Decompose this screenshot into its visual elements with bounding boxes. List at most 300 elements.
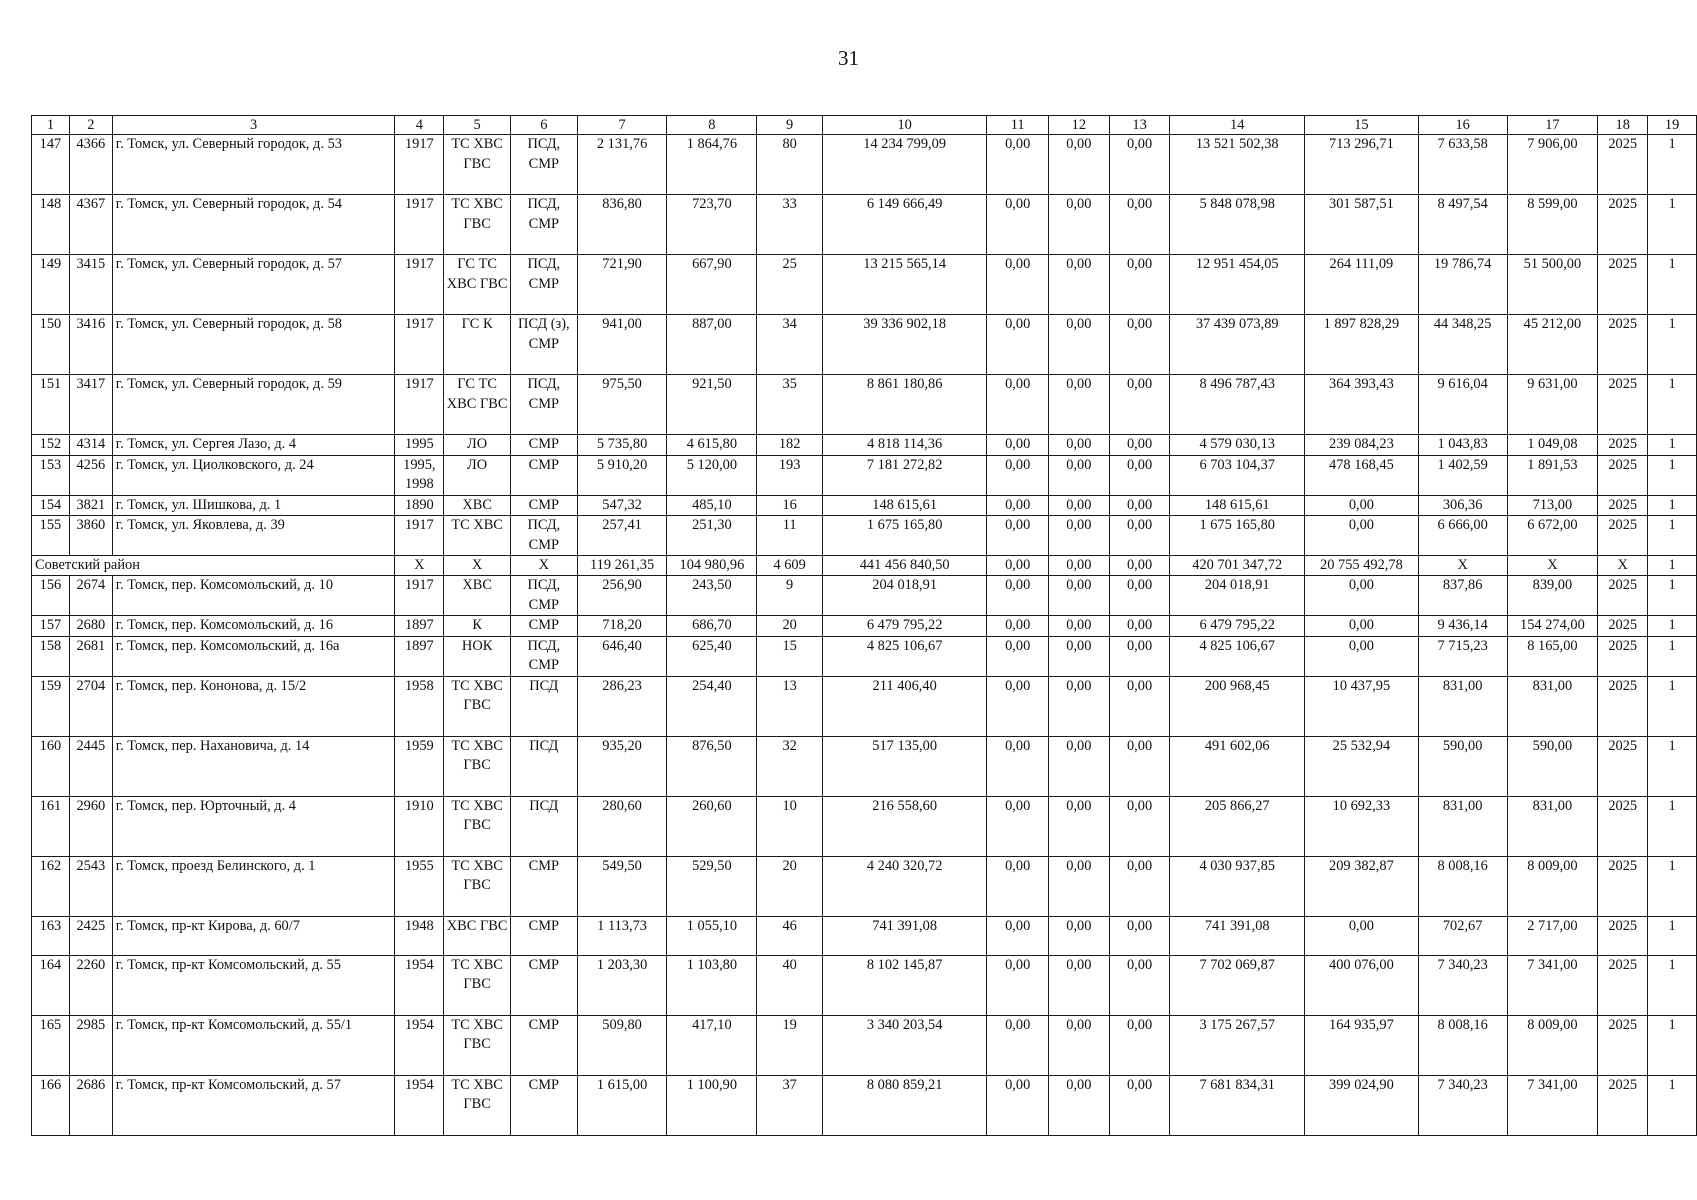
address-cell: г. Томск, пер. Кононова, д. 15/2 bbox=[112, 676, 395, 736]
other-funds-cell: 264 111,09 bbox=[1305, 255, 1419, 315]
address-cell: г. Томск, пр-кт Кирова, д. 60/7 bbox=[112, 916, 395, 955]
fund-regional-cell: 0,00 bbox=[1049, 616, 1110, 637]
unit-cost-cell: 7 340,23 bbox=[1418, 955, 1507, 1015]
completion-year-cell: 2025 bbox=[1598, 676, 1648, 736]
total-area-cell: 509,80 bbox=[577, 1015, 667, 1075]
year-built-cell: 1897 bbox=[395, 636, 444, 676]
owners-funds-cell: 13 521 502,38 bbox=[1170, 135, 1305, 195]
other-funds-cell: 164 935,97 bbox=[1305, 1015, 1419, 1075]
fund-regional-cell: 0,00 bbox=[1049, 556, 1110, 576]
total-cost-cell: 204 018,91 bbox=[823, 576, 987, 616]
unit-cost-cell: 7 633,58 bbox=[1418, 135, 1507, 195]
other-funds-cell: 0,00 bbox=[1305, 495, 1419, 516]
object-id-cell: 2985 bbox=[69, 1015, 112, 1075]
residents-cell: 37 bbox=[757, 1075, 823, 1135]
max-unit-cost-cell: 1 891,53 bbox=[1507, 455, 1598, 495]
address-cell: г. Томск, ул. Северный городок, д. 59 bbox=[112, 375, 395, 435]
table-row bbox=[32, 455, 1697, 495]
fund-federal-cell: 0,00 bbox=[987, 916, 1049, 955]
table-row bbox=[32, 616, 1697, 637]
table-row bbox=[32, 135, 1697, 195]
max-unit-cost-cell: 9 631,00 bbox=[1507, 375, 1598, 435]
living-area-cell: 254,40 bbox=[667, 676, 757, 736]
completion-year-cell: Х bbox=[1598, 556, 1648, 576]
unit-cost-cell: 7 715,23 bbox=[1418, 636, 1507, 676]
residents-cell: 34 bbox=[757, 315, 823, 375]
column-number-7: 7 bbox=[577, 116, 667, 135]
total-area-cell: 718,20 bbox=[577, 616, 667, 637]
column-number-4: 4 bbox=[395, 116, 444, 135]
owners-funds-cell: 12 951 454,05 bbox=[1170, 255, 1305, 315]
other-funds-cell: 0,00 bbox=[1305, 516, 1419, 556]
district-subtotal-row bbox=[32, 556, 1697, 576]
total-cost-cell: 39 336 902,18 bbox=[823, 315, 987, 375]
total-cost-cell: 14 234 799,09 bbox=[823, 135, 987, 195]
method-cell: 1 bbox=[1648, 455, 1697, 495]
row-number-cell: 150 bbox=[32, 315, 70, 375]
row-number-cell: 154 bbox=[32, 495, 70, 516]
work-stage-cell: ПСД, СМР bbox=[510, 135, 577, 195]
work-stage-cell: СМР bbox=[510, 616, 577, 637]
repair-types-cell: ТС ХВС ГВС bbox=[444, 676, 511, 736]
total-area-cell: 1 615,00 bbox=[577, 1075, 667, 1135]
repair-types-cell: ХВС bbox=[444, 495, 511, 516]
fund-federal-cell: 0,00 bbox=[987, 736, 1049, 796]
method-cell: 1 bbox=[1648, 796, 1697, 856]
other-funds-cell: 0,00 bbox=[1305, 636, 1419, 676]
completion-year-cell: 2025 bbox=[1598, 955, 1648, 1015]
completion-year-cell: 2025 bbox=[1598, 495, 1648, 516]
fund-regional-cell: 0,00 bbox=[1049, 1075, 1110, 1135]
column-number-12: 12 bbox=[1049, 116, 1110, 135]
other-funds-cell: 0,00 bbox=[1305, 916, 1419, 955]
living-area-cell: 529,50 bbox=[667, 856, 757, 916]
owners-funds-cell: 8 496 787,43 bbox=[1170, 375, 1305, 435]
other-funds-cell: 364 393,43 bbox=[1305, 375, 1419, 435]
completion-year-cell: 2025 bbox=[1598, 375, 1648, 435]
object-id-cell: 3417 bbox=[69, 375, 112, 435]
completion-year-cell: 2025 bbox=[1598, 616, 1648, 637]
work-stage-cell: ПСД bbox=[510, 796, 577, 856]
max-unit-cost-cell: 1 049,08 bbox=[1507, 435, 1598, 456]
total-area-cell: 119 261,35 bbox=[577, 556, 667, 576]
work-stage-cell: СМР bbox=[510, 955, 577, 1015]
year-built-cell: 1958 bbox=[395, 676, 444, 736]
total-area-cell: 549,50 bbox=[577, 856, 667, 916]
max-unit-cost-cell: 7 341,00 bbox=[1507, 955, 1598, 1015]
year-built-cell: 1917 bbox=[395, 576, 444, 616]
total-area-cell: 256,90 bbox=[577, 576, 667, 616]
max-unit-cost-cell: 6 672,00 bbox=[1507, 516, 1598, 556]
repair-types-cell: ТС ХВС ГВС bbox=[444, 1015, 511, 1075]
work-stage-cell: СМР bbox=[510, 1015, 577, 1075]
other-funds-cell: 301 587,51 bbox=[1305, 195, 1419, 255]
method-cell: 1 bbox=[1648, 1075, 1697, 1135]
fund-local-cell: 0,00 bbox=[1109, 1015, 1170, 1075]
residents-cell: 193 bbox=[757, 455, 823, 495]
completion-year-cell: 2025 bbox=[1598, 1015, 1648, 1075]
work-stage-cell: ПСД bbox=[510, 736, 577, 796]
living-area-cell: 4 615,80 bbox=[667, 435, 757, 456]
fund-local-cell: 0,00 bbox=[1109, 1075, 1170, 1135]
owners-funds-cell: 6 703 104,37 bbox=[1170, 455, 1305, 495]
living-area-cell: 417,10 bbox=[667, 1015, 757, 1075]
repair-types-cell: НОК bbox=[444, 636, 511, 676]
other-funds-cell: 10 437,95 bbox=[1305, 676, 1419, 736]
completion-year-cell: 2025 bbox=[1598, 135, 1648, 195]
total-cost-cell: 517 135,00 bbox=[823, 736, 987, 796]
fund-regional-cell: 0,00 bbox=[1049, 516, 1110, 556]
fund-local-cell: 0,00 bbox=[1109, 516, 1170, 556]
residents-cell: 16 bbox=[757, 495, 823, 516]
column-number-1: 1 bbox=[32, 116, 70, 135]
fund-federal-cell: 0,00 bbox=[987, 315, 1049, 375]
fund-federal-cell: 0,00 bbox=[987, 1015, 1049, 1075]
owners-funds-cell: 4 579 030,13 bbox=[1170, 435, 1305, 456]
year-built-cell: 1995 bbox=[395, 435, 444, 456]
row-number-cell: 147 bbox=[32, 135, 70, 195]
other-funds-cell: 10 692,33 bbox=[1305, 796, 1419, 856]
work-stage-cell: СМР bbox=[510, 916, 577, 955]
residents-cell: 182 bbox=[757, 435, 823, 456]
address-cell: г. Томск, пр-кт Комсомольский, д. 55/1 bbox=[112, 1015, 395, 1075]
table-row bbox=[32, 955, 1697, 1015]
object-id-cell: 2680 bbox=[69, 616, 112, 637]
completion-year-cell: 2025 bbox=[1598, 315, 1648, 375]
object-id-cell: 3821 bbox=[69, 495, 112, 516]
page-number: 31 bbox=[838, 46, 859, 70]
object-id-cell: 4314 bbox=[69, 435, 112, 456]
object-id-cell: 2445 bbox=[69, 736, 112, 796]
object-id-cell: 2681 bbox=[69, 636, 112, 676]
row-number-cell: 148 bbox=[32, 195, 70, 255]
unit-cost-cell: 8 497,54 bbox=[1418, 195, 1507, 255]
completion-year-cell: 2025 bbox=[1598, 255, 1648, 315]
table-row bbox=[32, 375, 1697, 435]
owners-funds-cell: 148 615,61 bbox=[1170, 495, 1305, 516]
completion-year-cell: 2025 bbox=[1598, 455, 1648, 495]
repair-types-cell: ТС ХВС ГВС bbox=[444, 135, 511, 195]
fund-local-cell: 0,00 bbox=[1109, 576, 1170, 616]
fund-local-cell: 0,00 bbox=[1109, 856, 1170, 916]
column-number-13: 13 bbox=[1109, 116, 1170, 135]
address-cell: г. Томск, ул. Шишкова, д. 1 bbox=[112, 495, 395, 516]
column-number-9: 9 bbox=[757, 116, 823, 135]
residents-cell: 33 bbox=[757, 195, 823, 255]
method-cell: 1 bbox=[1648, 636, 1697, 676]
repair-types-cell: ТС ХВС ГВС bbox=[444, 856, 511, 916]
year-built-cell: 1897 bbox=[395, 616, 444, 637]
table-row bbox=[32, 796, 1697, 856]
work-stage-cell: ПСД, СМР bbox=[510, 255, 577, 315]
owners-funds-cell: 491 602,06 bbox=[1170, 736, 1305, 796]
column-number-10: 10 bbox=[823, 116, 987, 135]
total-area-cell: 5 910,20 bbox=[577, 455, 667, 495]
unit-cost-cell: 590,00 bbox=[1418, 736, 1507, 796]
fund-local-cell: 0,00 bbox=[1109, 495, 1170, 516]
unit-cost-cell: 7 340,23 bbox=[1418, 1075, 1507, 1135]
unit-cost-cell: 1 402,59 bbox=[1418, 455, 1507, 495]
max-unit-cost-cell: 8 009,00 bbox=[1507, 1015, 1598, 1075]
row-number-cell: 155 bbox=[32, 516, 70, 556]
max-unit-cost-cell: 713,00 bbox=[1507, 495, 1598, 516]
method-cell: 1 bbox=[1648, 676, 1697, 736]
column-number-6: 6 bbox=[510, 116, 577, 135]
table-row bbox=[32, 676, 1697, 736]
residents-cell: 25 bbox=[757, 255, 823, 315]
table-row bbox=[32, 736, 1697, 796]
repair-types-cell: ТС ХВС ГВС bbox=[444, 1075, 511, 1135]
row-number-cell: 161 bbox=[32, 796, 70, 856]
fund-federal-cell: 0,00 bbox=[987, 796, 1049, 856]
residents-cell: 40 bbox=[757, 955, 823, 1015]
fund-federal-cell: 0,00 bbox=[987, 1075, 1049, 1135]
unit-cost-cell: 1 043,83 bbox=[1418, 435, 1507, 456]
fund-federal-cell: 0,00 bbox=[987, 495, 1049, 516]
total-area-cell: 935,20 bbox=[577, 736, 667, 796]
row-number-cell: 151 bbox=[32, 375, 70, 435]
column-number-5: 5 bbox=[444, 116, 511, 135]
fund-federal-cell: 0,00 bbox=[987, 455, 1049, 495]
unit-cost-cell: 8 008,16 bbox=[1418, 856, 1507, 916]
address-cell: г. Томск, ул. Северный городок, д. 57 bbox=[112, 255, 395, 315]
object-id-cell: 2674 bbox=[69, 576, 112, 616]
completion-year-cell: 2025 bbox=[1598, 576, 1648, 616]
object-id-cell: 2260 bbox=[69, 955, 112, 1015]
unit-cost-cell: 6 666,00 bbox=[1418, 516, 1507, 556]
owners-funds-cell: 7 702 069,87 bbox=[1170, 955, 1305, 1015]
fund-regional-cell: 0,00 bbox=[1049, 315, 1110, 375]
max-unit-cost-cell: 7 906,00 bbox=[1507, 135, 1598, 195]
object-id-cell: 3416 bbox=[69, 315, 112, 375]
completion-year-cell: 2025 bbox=[1598, 1075, 1648, 1135]
total-area-cell: 257,41 bbox=[577, 516, 667, 556]
fund-local-cell: 0,00 bbox=[1109, 616, 1170, 637]
row-number-cell: 152 bbox=[32, 435, 70, 456]
total-area-cell: 721,90 bbox=[577, 255, 667, 315]
work-stage-cell: Х bbox=[510, 556, 577, 576]
repair-types-cell: К bbox=[444, 616, 511, 637]
unit-cost-cell: 831,00 bbox=[1418, 676, 1507, 736]
repair-types-cell: ХВС bbox=[444, 576, 511, 616]
object-id-cell: 4366 bbox=[69, 135, 112, 195]
fund-federal-cell: 0,00 bbox=[987, 856, 1049, 916]
total-cost-cell: 4 240 320,72 bbox=[823, 856, 987, 916]
max-unit-cost-cell: 7 341,00 bbox=[1507, 1075, 1598, 1135]
work-stage-cell: СМР bbox=[510, 1075, 577, 1135]
fund-local-cell: 0,00 bbox=[1109, 435, 1170, 456]
fund-regional-cell: 0,00 bbox=[1049, 736, 1110, 796]
max-unit-cost-cell: 154 274,00 bbox=[1507, 616, 1598, 637]
fund-regional-cell: 0,00 bbox=[1049, 375, 1110, 435]
object-id-cell: 4256 bbox=[69, 455, 112, 495]
living-area-cell: 667,90 bbox=[667, 255, 757, 315]
row-number-cell: 159 bbox=[32, 676, 70, 736]
residents-cell: 4 609 bbox=[757, 556, 823, 576]
fund-federal-cell: 0,00 bbox=[987, 636, 1049, 676]
row-number-cell: 156 bbox=[32, 576, 70, 616]
fund-regional-cell: 0,00 bbox=[1049, 135, 1110, 195]
owners-funds-cell: 1 675 165,80 bbox=[1170, 516, 1305, 556]
owners-funds-cell: 420 701 347,72 bbox=[1170, 556, 1305, 576]
fund-regional-cell: 0,00 bbox=[1049, 435, 1110, 456]
fund-local-cell: 0,00 bbox=[1109, 556, 1170, 576]
work-stage-cell: ПСД, СМР bbox=[510, 195, 577, 255]
repair-types-cell: ТС ХВС ГВС bbox=[444, 195, 511, 255]
living-area-cell: 887,00 bbox=[667, 315, 757, 375]
repair-types-cell: ЛО bbox=[444, 455, 511, 495]
column-number-3: 3 bbox=[112, 116, 395, 135]
owners-funds-cell: 205 866,27 bbox=[1170, 796, 1305, 856]
other-funds-cell: 400 076,00 bbox=[1305, 955, 1419, 1015]
fund-regional-cell: 0,00 bbox=[1049, 195, 1110, 255]
residents-cell: 80 bbox=[757, 135, 823, 195]
max-unit-cost-cell: 831,00 bbox=[1507, 796, 1598, 856]
other-funds-cell: 20 755 492,78 bbox=[1305, 556, 1419, 576]
work-stage-cell: ПСД, СМР bbox=[510, 576, 577, 616]
work-stage-cell: ПСД, СМР bbox=[510, 375, 577, 435]
fund-regional-cell: 0,00 bbox=[1049, 576, 1110, 616]
work-stage-cell: СМР bbox=[510, 455, 577, 495]
work-stage-cell: СМР bbox=[510, 495, 577, 516]
total-cost-cell: 441 456 840,50 bbox=[823, 556, 987, 576]
method-cell: 1 bbox=[1648, 495, 1697, 516]
row-number-cell: 162 bbox=[32, 856, 70, 916]
method-cell: 1 bbox=[1648, 576, 1697, 616]
object-id-cell: 2686 bbox=[69, 1075, 112, 1135]
table-row bbox=[32, 516, 1697, 556]
total-cost-cell: 8 080 859,21 bbox=[823, 1075, 987, 1135]
fund-local-cell: 0,00 bbox=[1109, 916, 1170, 955]
fund-federal-cell: 0,00 bbox=[987, 616, 1049, 637]
work-stage-cell: ПСД, СМР bbox=[510, 516, 577, 556]
other-funds-cell: 25 532,94 bbox=[1305, 736, 1419, 796]
column-number-16: 16 bbox=[1418, 116, 1507, 135]
fund-federal-cell: 0,00 bbox=[987, 195, 1049, 255]
other-funds-cell: 0,00 bbox=[1305, 616, 1419, 637]
year-built-cell: 1954 bbox=[395, 955, 444, 1015]
residents-cell: 32 bbox=[757, 736, 823, 796]
row-number-cell: 165 bbox=[32, 1015, 70, 1075]
fund-federal-cell: 0,00 bbox=[987, 135, 1049, 195]
method-cell: 1 bbox=[1648, 195, 1697, 255]
column-number-row bbox=[32, 116, 1697, 135]
owners-funds-cell: 7 681 834,31 bbox=[1170, 1075, 1305, 1135]
fund-federal-cell: 0,00 bbox=[987, 375, 1049, 435]
total-area-cell: 286,23 bbox=[577, 676, 667, 736]
total-cost-cell: 4 818 114,36 bbox=[823, 435, 987, 456]
residents-cell: 10 bbox=[757, 796, 823, 856]
max-unit-cost-cell: 8 599,00 bbox=[1507, 195, 1598, 255]
living-area-cell: 723,70 bbox=[667, 195, 757, 255]
total-cost-cell: 8 861 180,86 bbox=[823, 375, 987, 435]
living-area-cell: 876,50 bbox=[667, 736, 757, 796]
living-area-cell: 251,30 bbox=[667, 516, 757, 556]
fund-regional-cell: 0,00 bbox=[1049, 636, 1110, 676]
owners-funds-cell: 204 018,91 bbox=[1170, 576, 1305, 616]
unit-cost-cell: 19 786,74 bbox=[1418, 255, 1507, 315]
repair-types-cell: Х bbox=[444, 556, 511, 576]
method-cell: 1 bbox=[1648, 616, 1697, 637]
unit-cost-cell: 9 616,04 bbox=[1418, 375, 1507, 435]
living-area-cell: 1 103,80 bbox=[667, 955, 757, 1015]
method-cell: 1 bbox=[1648, 435, 1697, 456]
living-area-cell: 260,60 bbox=[667, 796, 757, 856]
owners-funds-cell: 5 848 078,98 bbox=[1170, 195, 1305, 255]
total-area-cell: 646,40 bbox=[577, 636, 667, 676]
living-area-cell: 625,40 bbox=[667, 636, 757, 676]
object-id-cell: 2425 bbox=[69, 916, 112, 955]
housing-repair-table bbox=[31, 115, 1697, 1136]
fund-federal-cell: 0,00 bbox=[987, 516, 1049, 556]
unit-cost-cell: 306,36 bbox=[1418, 495, 1507, 516]
total-cost-cell: 4 825 106,67 bbox=[823, 636, 987, 676]
year-built-cell: 1917 bbox=[395, 135, 444, 195]
year-built-cell: 1890 bbox=[395, 495, 444, 516]
column-number-14: 14 bbox=[1170, 116, 1305, 135]
total-cost-cell: 148 615,61 bbox=[823, 495, 987, 516]
owners-funds-cell: 4 030 937,85 bbox=[1170, 856, 1305, 916]
method-cell: 1 bbox=[1648, 375, 1697, 435]
year-built-cell: 1917 bbox=[395, 255, 444, 315]
completion-year-cell: 2025 bbox=[1598, 435, 1648, 456]
other-funds-cell: 478 168,45 bbox=[1305, 455, 1419, 495]
owners-funds-cell: 3 175 267,57 bbox=[1170, 1015, 1305, 1075]
repair-types-cell: ТС ХВС ГВС bbox=[444, 796, 511, 856]
fund-regional-cell: 0,00 bbox=[1049, 495, 1110, 516]
fund-local-cell: 0,00 bbox=[1109, 636, 1170, 676]
year-built-cell: 1948 bbox=[395, 916, 444, 955]
year-built-cell: Х bbox=[395, 556, 444, 576]
living-area-cell: 104 980,96 bbox=[667, 556, 757, 576]
fund-regional-cell: 0,00 bbox=[1049, 676, 1110, 736]
address-cell: г. Томск, пер. Нахановича, д. 14 bbox=[112, 736, 395, 796]
unit-cost-cell: 837,86 bbox=[1418, 576, 1507, 616]
address-cell: г. Томск, ул. Северный городок, д. 53 bbox=[112, 135, 395, 195]
completion-year-cell: 2025 bbox=[1598, 636, 1648, 676]
repair-types-cell: ГС ТС ХВС ГВС bbox=[444, 375, 511, 435]
total-cost-cell: 1 675 165,80 bbox=[823, 516, 987, 556]
total-area-cell: 975,50 bbox=[577, 375, 667, 435]
column-number-15: 15 bbox=[1305, 116, 1419, 135]
method-cell: 1 bbox=[1648, 955, 1697, 1015]
residents-cell: 13 bbox=[757, 676, 823, 736]
other-funds-cell: 209 382,87 bbox=[1305, 856, 1419, 916]
column-number-17: 17 bbox=[1507, 116, 1598, 135]
method-cell: 1 bbox=[1648, 255, 1697, 315]
work-stage-cell: ПСД, СМР bbox=[510, 636, 577, 676]
total-area-cell: 1 113,73 bbox=[577, 916, 667, 955]
address-cell: г. Томск, ул. Циолковского, д. 24 bbox=[112, 455, 395, 495]
living-area-cell: 5 120,00 bbox=[667, 455, 757, 495]
column-number-18: 18 bbox=[1598, 116, 1648, 135]
total-area-cell: 941,00 bbox=[577, 315, 667, 375]
other-funds-cell: 399 024,90 bbox=[1305, 1075, 1419, 1135]
repair-types-cell: ГС ТС ХВС ГВС bbox=[444, 255, 511, 315]
owners-funds-cell: 6 479 795,22 bbox=[1170, 616, 1305, 637]
year-built-cell: 1954 bbox=[395, 1075, 444, 1135]
column-number-11: 11 bbox=[987, 116, 1049, 135]
max-unit-cost-cell: 8 165,00 bbox=[1507, 636, 1598, 676]
fund-federal-cell: 0,00 bbox=[987, 255, 1049, 315]
living-area-cell: 1 864,76 bbox=[667, 135, 757, 195]
object-id-cell: 3860 bbox=[69, 516, 112, 556]
fund-federal-cell: 0,00 bbox=[987, 435, 1049, 456]
row-number-cell: 158 bbox=[32, 636, 70, 676]
column-number-19: 19 bbox=[1648, 116, 1697, 135]
living-area-cell: 686,70 bbox=[667, 616, 757, 637]
method-cell: 1 bbox=[1648, 556, 1697, 576]
